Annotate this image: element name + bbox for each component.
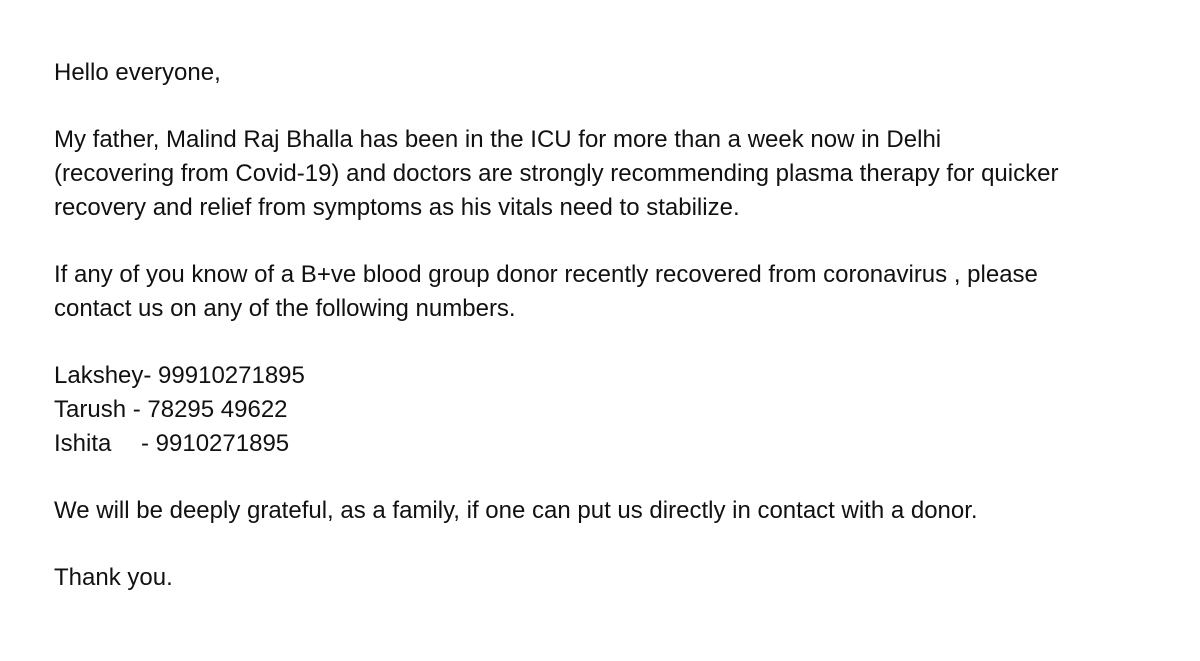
paragraph-line: If any of you know of a B+ve blood group donor recently recovered from coronavirus , please	[54, 261, 1038, 288]
paragraph-donor-request	[54, 258, 1174, 326]
paragraph-line: recovery and relief from symptoms as his vitals need to stabilize.	[54, 194, 740, 221]
letter-document	[54, 56, 1174, 628]
greeting-text: Hello everyone,	[54, 59, 221, 86]
contact-entry-ishita	[54, 427, 1174, 461]
contact-list	[54, 359, 1174, 461]
paragraph-line: My father, Malind Raj Bhalla has been in the ICU for more than a week now in Delhi	[54, 126, 942, 153]
contact-number: - 9910271895	[141, 430, 290, 457]
greeting	[54, 56, 1174, 90]
contact-name: Ishita	[54, 430, 112, 457]
paragraph-line: We will be deeply grateful, as a family, if one can put us directly in contact with a donor.	[54, 497, 978, 524]
contact-number: - 78295 49622	[126, 396, 288, 423]
contact-entry-lakshey	[54, 359, 1174, 393]
paragraph-line: contact us on any of the following numbers.	[54, 295, 516, 322]
paragraph-line: (recovering from Covid-19) and doctors are strongly recommending plasma therapy for quicker	[54, 160, 1059, 187]
contact-number: - 99910271895	[143, 362, 305, 389]
paragraph-gratitude	[54, 494, 1174, 528]
contact-name: Tarush	[54, 396, 127, 423]
contact-entry-tarush	[54, 393, 1174, 427]
closing	[54, 561, 1174, 595]
contact-name: Lakshey	[54, 362, 144, 389]
paragraph-father-icu	[54, 123, 1174, 225]
closing-text: Thank you.	[54, 564, 173, 591]
